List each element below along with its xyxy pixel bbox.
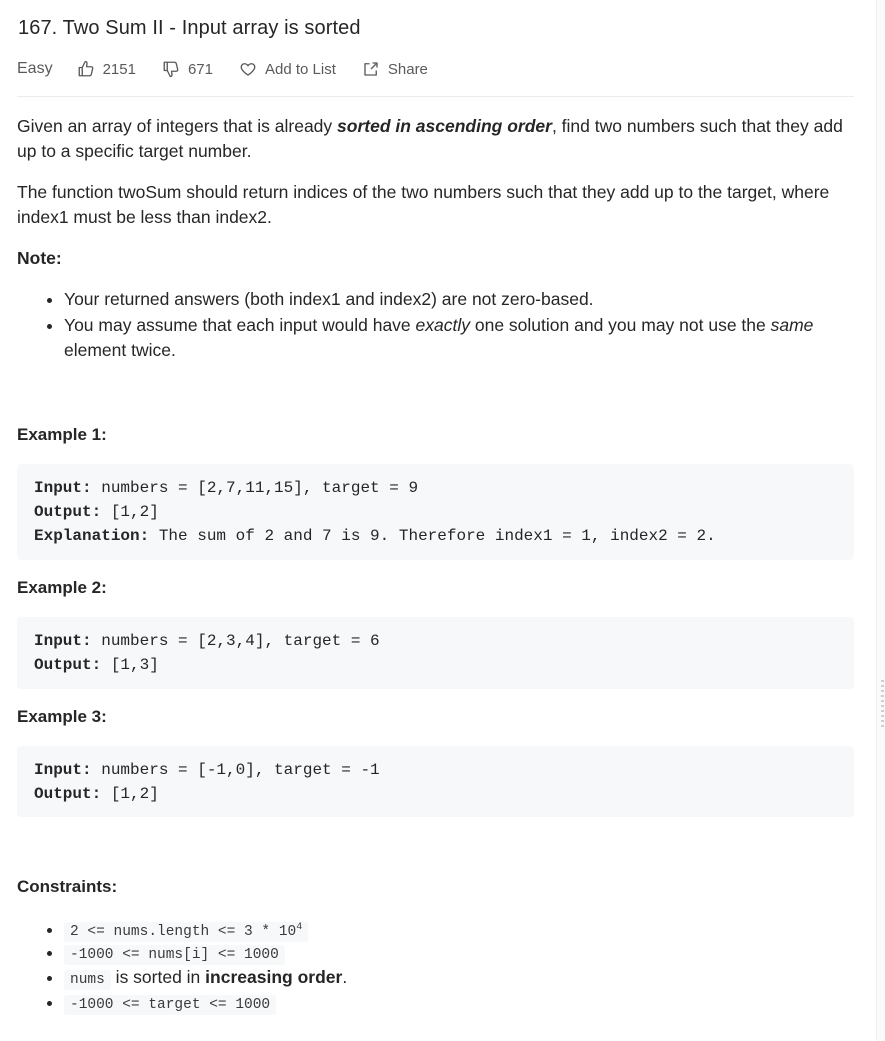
problem-title: 167. Two Sum II - Input array is sorted [18,17,361,39]
like-count: 2151 [102,60,136,78]
difficulty-badge: Easy [17,60,53,77]
dislike-button[interactable] [162,60,213,78]
dislike-count: 671 [187,60,213,78]
share-label: Share [387,60,428,78]
problem-meta-bar [17,58,454,80]
vertical-scrollbar[interactable] [876,0,885,1041]
note-label: Note: [17,248,62,268]
add-to-list-label: Add to List [264,60,336,78]
example-2-block [17,617,854,689]
note-list [17,287,854,363]
share-button[interactable] [362,60,428,78]
example-3-block [17,746,854,817]
example-1-input: Input: numbers = [2,7,11,15], target = 9 [34,479,419,497]
header-divider [17,96,854,97]
thumbs-down-icon [162,60,180,78]
example-1-output: Output: [1,2] [34,503,159,521]
description-paragraph-1: Given an array of integers that is already sorted in ascending order, find two numbers such that they add up to a specific target number. [17,116,843,161]
example-3-heading: Example 3: [17,707,107,726]
constraint-3: • nums is sorted in increasing order. [64,965,347,990]
scrollbar-grip[interactable] [881,680,884,730]
example-1-explanation: Explanation: The sum of 2 and 7 is 9. Therefore index1 = 1, index2 = 2. [34,527,716,545]
example-1-heading: Example 1: [17,425,107,444]
constraint-1: • 2 <= nums.length <= $3 * 10^4$ [64,915,347,940]
heart-icon [239,60,257,78]
emphasis-sorted: sorted in ascending order [337,116,552,136]
thumbs-up-icon [77,60,95,78]
like-button[interactable] [77,60,136,78]
add-to-list-button[interactable] [239,60,336,78]
example-3-input: Input: numbers = [-1,0], target = -1 [34,761,380,779]
example-2-output: Output: [1,3] [34,656,159,674]
constraint-4: • -1000 <= target <= 1000 [64,990,347,1015]
example-1-block [17,464,854,560]
constraint-2: • -1000 <= nums[i] <= 1000 [64,940,347,965]
note-item-2: • You may assume that each input would have exactly one solution and you may not use the same element twice. [64,313,854,363]
share-icon [362,60,380,78]
problem-description [17,114,854,364]
example-3-output: Output: [1,2] [34,785,159,803]
example-2-input: Input: numbers = [2,3,4], target = 6 [34,632,380,650]
constraints-heading: Constraints: [17,877,118,896]
note-item-1: • Your returned answers (both index1 and index2) are not zero-based. [64,287,854,312]
constraints-list [17,915,347,1015]
description-paragraph-2: The function twoSum should return indices of the two numbers such that they add up to the target, where index1 must be less than index2. [17,182,830,227]
example-2-heading: Example 2: [17,578,107,597]
